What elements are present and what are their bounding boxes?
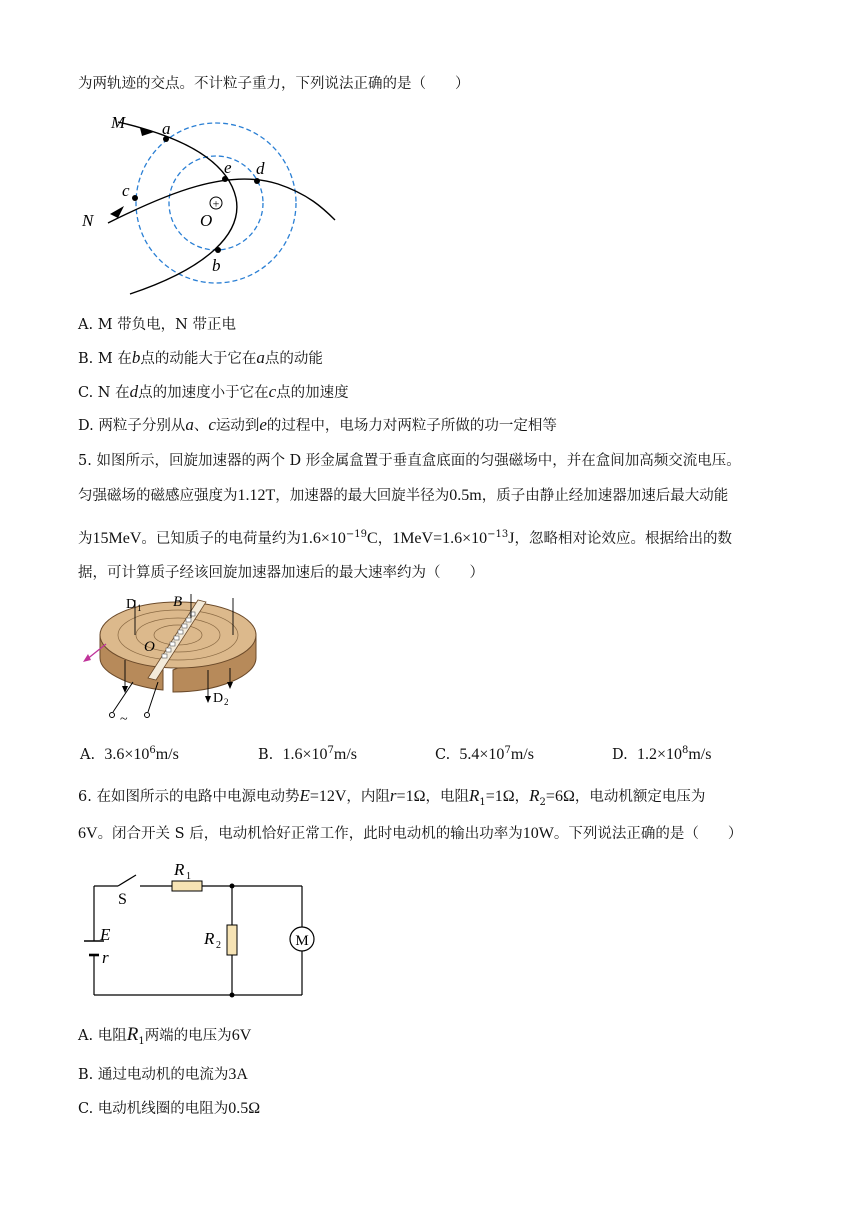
q4-option-d: D. 两粒子分别从a、c运动到e的过程中，电场力对两粒子所做的功一定相等 [78,415,557,434]
label-R2: R [204,929,215,948]
q6-line-1: 6. 在如图所示的电路中电源电动势E=12V，内阻r=1Ω，电阻$R_1=1\Omega$，$R_2=6\Omega$，电动机额定电压为 [78,786,706,808]
q5-option-d: D. $1.2\times 10^8m/s$ [612,745,712,763]
resistor-R2 [227,925,237,955]
label-a: a [162,119,171,138]
charge-sign: + [212,196,220,211]
point-d [254,178,260,184]
q6-option-b: B. 通过电动机的电流为3A [78,1066,248,1083]
q5-option-a: A. $3.6\times 10^6m/s$ [80,745,179,763]
label-motor: M [295,933,309,949]
q5-line-4: 据，可计算质子经该回旋加速器加速后的最大速率约为（ ） [78,565,484,581]
q5-line-2: 匀强磁场的磁感应强度为1.12T，加速器的最大回旋半径为0.5m，质子由静止经加速器加速后最大动能 [78,487,729,504]
switch-blade [118,875,136,886]
label-O: O [200,211,213,230]
q5-option-b: B. $1.6\times 10^7m/s$ [258,745,358,763]
label-B: B [173,594,183,610]
label-R2-sub: 2 [216,940,221,951]
q4-option-c: C. N 在d点的加速度小于它在c点的加速度 [78,382,349,401]
q4-option-a: A. M 带负电，N 带正电 [78,317,236,333]
q5-line-3: 为15MeV。已知质子的电荷量约为$1.6\times 10^{-19}C$，$1MeV=1.6\times 10^{-13}J$，忽略相对论效应。根据给出的数 [78,529,732,547]
label-D1-sub: 1 [137,603,142,613]
point-c [132,195,138,201]
label-r: r [102,948,109,967]
q5-line-1: 5. 如图所示，回旋加速器的两个 D 形金属盒置于垂直盒底面的匀强磁场中，并在盒间加高频交流电压。 [78,453,741,469]
label-R1: R [174,860,185,879]
label-switch-S: S [118,891,127,908]
q6-line-2: 6V。闭合开关 S 后，电动机恰好正常工作，此时电动机的输出功率为10W。下列说法正确的是（ ） [78,825,743,842]
label-E: E [100,925,111,944]
label-d: d [256,159,265,178]
label-D2-sub: 2 [224,697,229,707]
label-O-cyclotron: O [144,639,155,655]
q4-option-b: B. M 在b点的动能大于它在a点的动能 [78,348,323,367]
label-e: e [224,158,232,177]
point-b [215,247,221,253]
q6-option-c: C. 电动机线圈的电阻为0.5Ω [78,1100,261,1117]
label-R1-sub: 1 [186,871,191,882]
q4-trajectory-figure [78,108,378,298]
q4-intro-tail: 为两轨迹的交点。不计粒子重力，下列说法正确的是（ ） [78,76,470,92]
circuit-figure [80,855,320,1005]
q6-option-a: A. 电阻$R_1$两端的电压为6V [78,1024,252,1047]
label-c: c [122,181,130,200]
label-D2: D [213,691,224,706]
q5-option-c: C. $5.4\times 10^7m/s$ [435,745,534,763]
label-b: b [212,256,221,275]
label-ac-source: ~ [120,712,128,727]
label-N: N [82,211,94,230]
resistor-R1 [172,881,202,891]
label-D1: D [126,597,137,612]
cyclotron-figure [78,590,278,725]
label-M: M [111,113,126,132]
